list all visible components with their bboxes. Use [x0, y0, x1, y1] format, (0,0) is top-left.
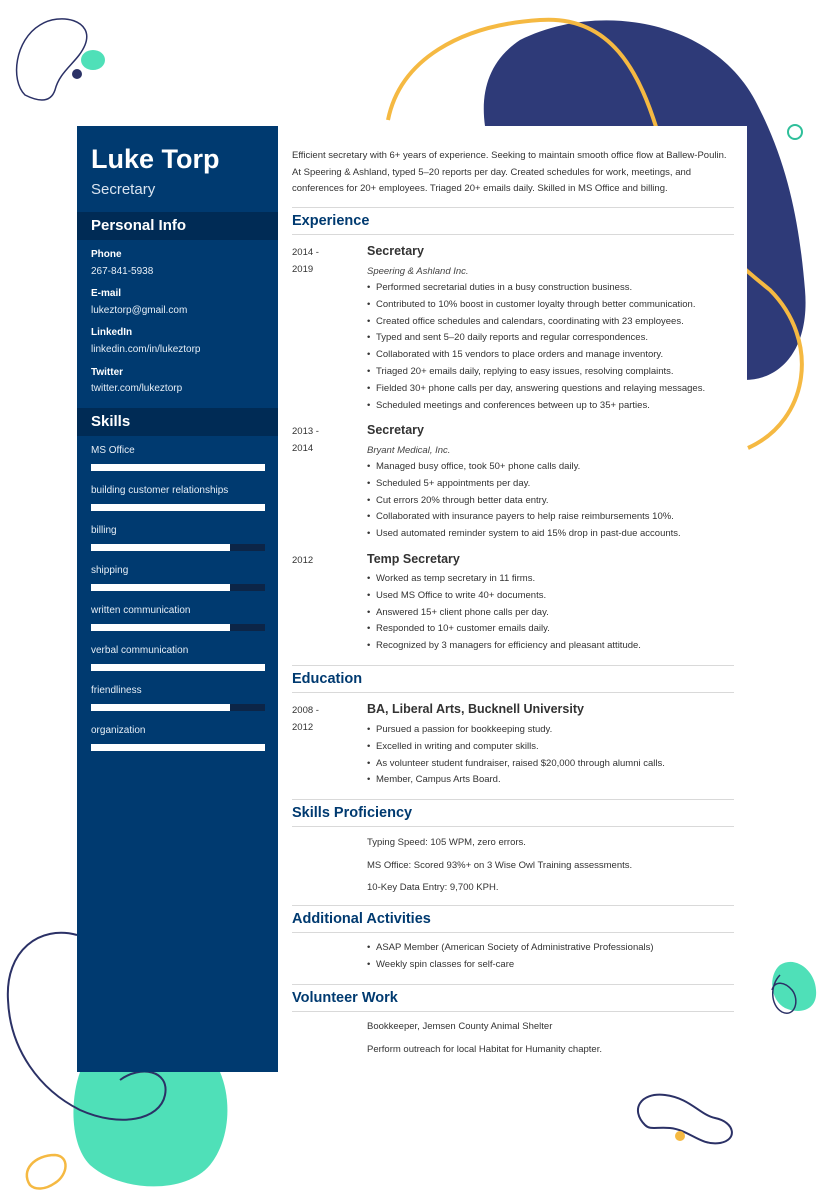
skill-bar — [91, 584, 265, 591]
skill-bar — [91, 744, 265, 751]
divider — [292, 799, 734, 800]
job-title: Secretary — [367, 423, 424, 437]
email-value: lukeztorp@gmail.com — [91, 305, 188, 316]
skill-bar-fill — [91, 544, 230, 551]
skill-name: written communication — [91, 605, 191, 616]
divider — [292, 984, 734, 985]
resume-sidebar — [77, 126, 278, 1072]
experience-heading: Experience — [292, 213, 370, 229]
skill-name: verbal communication — [91, 645, 189, 656]
personal-info-heading — [77, 212, 278, 240]
proficiency-item: Typing Speed: 105 WPM, zero errors. — [367, 837, 526, 848]
skill-name: friendliness — [91, 685, 142, 696]
candidate-name: Luke Torp — [91, 144, 220, 174]
list-item: • Recognized by 3 managers for efficiency and pleasant attitude. — [367, 638, 737, 655]
job-date-end: 2019 — [292, 264, 314, 275]
list-item: • Used MS Office to write 40+ documents. — [367, 588, 737, 605]
list-item: • Worked as temp secretary in 11 firms. — [367, 571, 737, 588]
skill-bar — [91, 464, 265, 471]
education-date-end: 2012 — [292, 722, 314, 733]
job-title: Secretary — [367, 244, 424, 258]
education-bullets — [367, 722, 737, 789]
skill-name: shipping — [91, 565, 129, 576]
job-company: Bryant Medical, Inc. — [367, 445, 451, 456]
skill-name: billing — [91, 525, 117, 536]
job-company: Speering & Ashland Inc. — [367, 266, 469, 277]
squiggle-top-left — [17, 19, 87, 100]
volunteer-heading: Volunteer Work — [292, 990, 398, 1006]
skill-bar-fill — [91, 744, 265, 751]
skill-bar-fill — [91, 504, 265, 511]
job-bullets — [367, 280, 737, 414]
divider — [292, 692, 734, 693]
divider — [292, 665, 734, 666]
list-item: • Managed busy office, took 50+ phone calls daily. — [367, 459, 737, 476]
gold-dot-bottom-right — [675, 1131, 685, 1141]
email-label: E-mail — [91, 288, 122, 299]
skills-heading-label: Skills — [91, 413, 131, 430]
skill-bar — [91, 664, 265, 671]
linkedin-label: LinkedIn — [91, 327, 133, 338]
job-bullets — [367, 459, 737, 543]
list-item: • Scheduled meetings and conferences between up to 35+ parties. — [367, 398, 737, 415]
skill-bar-fill — [91, 584, 230, 591]
skills-heading — [77, 408, 278, 436]
twitter-label: Twitter — [91, 367, 124, 378]
list-item: • Cut errors 20% through better data entry. — [367, 493, 737, 510]
education-degree: BA, Liberal Arts, Bucknell University — [367, 702, 584, 716]
skill-bar-fill — [91, 464, 265, 471]
resume-page — [77, 126, 747, 1072]
list-item: • Contributed to 10% boost in customer loyalty through better communication. — [367, 297, 737, 314]
divider — [292, 1011, 734, 1012]
skill-bar-fill — [91, 664, 265, 671]
gold-loop-bottom-left — [27, 1155, 66, 1189]
education-date-start: 2008 - — [292, 705, 319, 716]
skill-bar — [91, 624, 265, 631]
list-item: • Typed and sent 5–20 daily reports and regular correspondences. — [367, 330, 737, 347]
volunteer-item: Bookkeeper, Jemsen County Animal Shelter — [367, 1021, 553, 1032]
phone-value: 267-841-5938 — [91, 266, 154, 277]
skill-bar — [91, 544, 265, 551]
mint-blob-right — [772, 962, 816, 1011]
list-item: • Fielded 30+ phone calls per day, answering questions and relaying messages. — [367, 381, 737, 398]
twitter-value: twitter.com/lukeztorp — [91, 383, 183, 394]
candidate-title: Secretary — [91, 181, 156, 198]
list-item: • Collaborated with insurance payers to help raise reimbursements 10%. — [367, 509, 737, 526]
ring-top-right — [788, 125, 802, 139]
resume-main — [292, 126, 734, 1072]
job-date-end: 2014 — [292, 443, 314, 454]
activities-bullets — [367, 940, 737, 974]
list-item: • Excelled in writing and computer skills. — [367, 739, 737, 756]
list-item: • Member, Campus Arts Board. — [367, 772, 737, 789]
job-bullets — [367, 571, 737, 655]
list-item: • Answered 15+ client phone calls per day. — [367, 605, 737, 622]
list-item: • Weekly spin classes for self-care — [367, 957, 737, 974]
linkedin-value: linkedin.com/in/lukeztorp — [91, 344, 201, 355]
list-item: • Used automated reminder system to aid 15% drop in past-due accounts. — [367, 526, 737, 543]
personal-info-heading-label: Personal Info — [91, 217, 187, 234]
skill-name: MS Office — [91, 445, 135, 456]
list-item: • Created office schedules and calendars, coordinating with 23 employees. — [367, 314, 737, 331]
list-item: • ASAP Member (American Society of Administrative Professionals) — [367, 940, 737, 957]
list-item: • Collaborated with 15 vendors to place orders and manage inventory. — [367, 347, 737, 364]
navy-dot-top-left — [72, 69, 82, 79]
job-date-start: 2013 - — [292, 426, 319, 437]
proficiency-item: MS Office: Scored 93%+ on 3 Wise Owl Training assessments. — [367, 860, 633, 871]
job-title: Temp Secretary — [367, 552, 460, 566]
summary-text: Efficient secretary with 6+ years of experience. Seeking to maintain smooth office flow at Ballew-Poulin. At Speering & Ashland, typed 5–20 reports per day. Created schedules for work, meetings, and conferences for 20+ employees. Triaged 20+ emails daily. Skilled in MS Office and billing. — [292, 150, 727, 194]
skill-bar-fill — [91, 704, 230, 711]
list-item: • As volunteer student fundraiser, raised $20,000 through alumni calls. — [367, 756, 737, 773]
skill-name: organization — [91, 725, 146, 736]
list-item: • Performed secretarial duties in a busy construction business. — [367, 280, 737, 297]
list-item: • Scheduled 5+ appointments per day. — [367, 476, 737, 493]
list-item: • Triaged 20+ emails daily, replying to easy issues, resolving complaints. — [367, 364, 737, 381]
divider — [292, 932, 734, 933]
education-heading: Education — [292, 671, 363, 687]
divider — [292, 234, 734, 235]
skill-name: building customer relationships — [91, 485, 229, 496]
proficiency-item: 10-Key Data Entry: 9,700 KPH. — [367, 882, 499, 893]
job-date-start: 2014 - — [292, 247, 319, 258]
skill-bar — [91, 504, 265, 511]
skill-bar — [91, 704, 265, 711]
list-item: • Pursued a passion for bookkeeping study. — [367, 722, 737, 739]
job-date-start: 2012 — [292, 555, 314, 566]
volunteer-item: Perform outreach for local Habitat for Humanity chapter. — [367, 1044, 602, 1055]
mint-blob-bottom-left — [73, 1072, 227, 1186]
divider — [292, 905, 734, 906]
divider — [292, 207, 734, 208]
list-item: • Responded to 10+ customer emails daily. — [367, 621, 737, 638]
activities-heading: Additional Activities — [292, 911, 431, 927]
phone-label: Phone — [91, 249, 122, 260]
proficiency-heading: Skills Proficiency — [292, 805, 413, 821]
mint-dot-top-left — [81, 50, 105, 70]
divider — [292, 826, 734, 827]
skill-bar-fill — [91, 624, 230, 631]
